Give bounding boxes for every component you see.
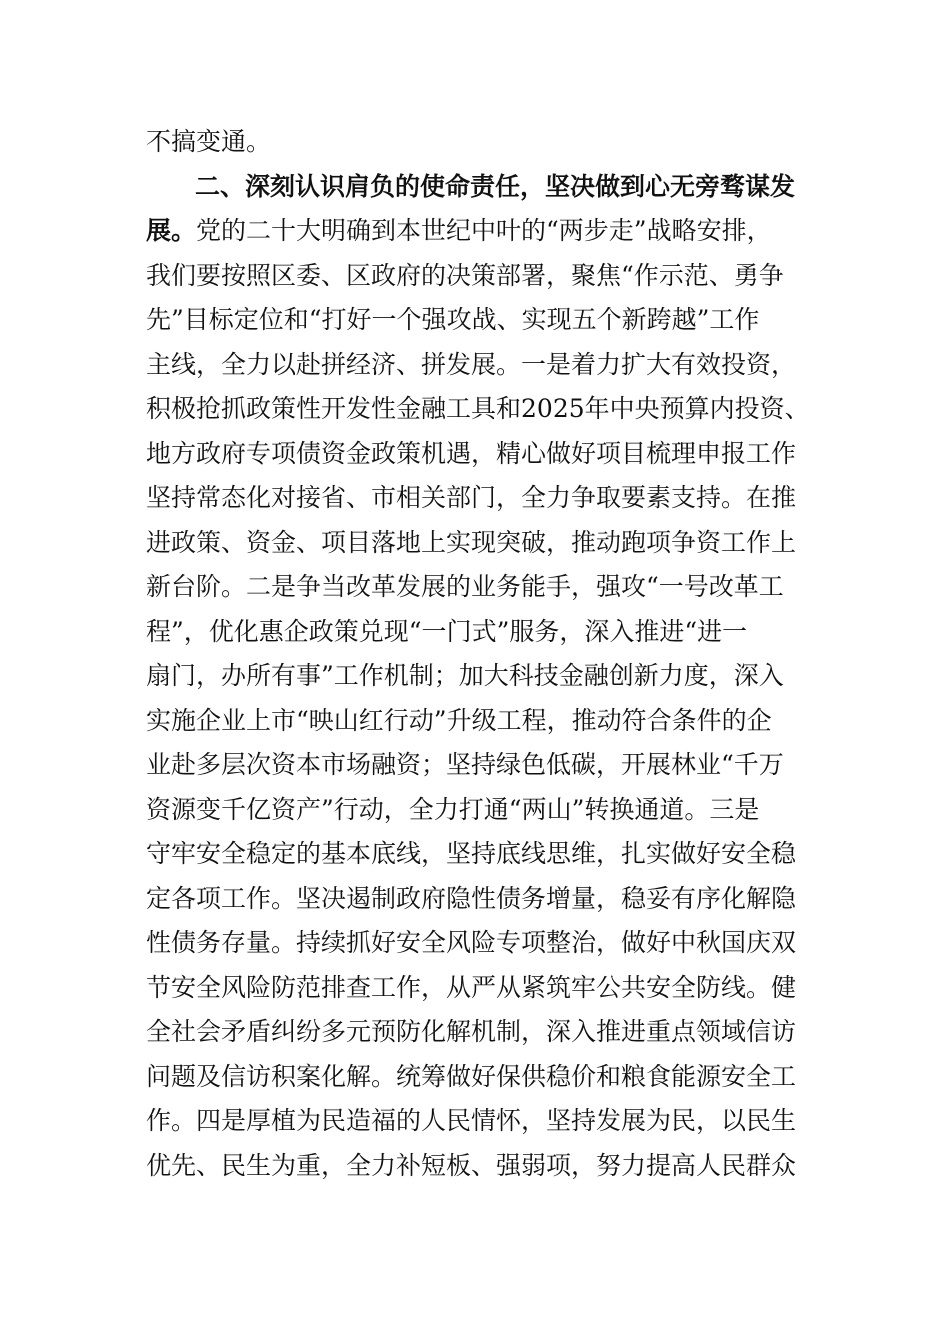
text-line: 定各项工作。坚决遏制政府隐性债务增量，稳妥有序化解隐 <box>146 884 797 913</box>
text-line: 积极抢抓政策性开发性金融工具和2025年中央预算内投资、 <box>146 394 810 423</box>
text-line: 实施企业上市“映山红行动”升级工程，推动符合条件的企 <box>146 706 772 735</box>
text-line: 地方政府专项债资金政策机遇，精心做好项目梳理申报工作 <box>146 439 797 468</box>
text-line: 主线，全力以赴拼经济、拼发展。一是着力扩大有效投资， <box>146 350 797 379</box>
text-line: 扇门，办所有事”工作机制；加大科技金融创新力度，深入 <box>146 661 784 690</box>
text-line: 全社会矛盾纠纷多元预防化解机制，深入推进重点领域信访 <box>146 1017 797 1046</box>
text-line: 资源变千亿资产”行动，全力打通“两山”转换通道。三是 <box>146 795 760 824</box>
text-line: 先”目标定位和“打好一个强攻战、实现五个新跨越”工作 <box>146 305 760 334</box>
text-line: 业赴多层次资本市场融资；坚持绿色低碳，开展林业“千万 <box>146 750 784 779</box>
section-heading-tail: 展。 <box>146 216 197 245</box>
text-line: 坚持常态化对接省、市相关部门，全力争取要素支持。在推 <box>146 483 797 512</box>
text-line: 性债务存量。持续抓好安全风险专项整治，做好中秋国庆双 <box>146 928 797 957</box>
text-line: 进政策、资金、项目落地上实现突破，推动跑项争资工作上 <box>146 528 797 557</box>
text-line: 程”，优化惠企政策兑现“一门式”服务，深入推进“进一 <box>146 617 748 646</box>
text-line: 优先、民生为重，全力补短板、强弱项，努力提高人民群众 <box>146 1151 797 1180</box>
text-line: 节安全风险防范排查工作，从严从紧筑牢公共安全防线。健 <box>146 973 797 1002</box>
text-segment: 党的二十大明确到本世纪中叶的“两步走”战略安排， <box>196 216 772 245</box>
text-line: 守牢安全稳定的基本底线，坚持底线思维，扎实做好安全稳 <box>146 839 797 868</box>
text-line: 不搞变通。 <box>146 127 272 156</box>
text-line: 作。四是厚植为民造福的人民情怀，坚持发展为民，以民生 <box>146 1106 797 1135</box>
text-line: 新台阶。二是争当改革发展的业务能手，强攻“一号改革工 <box>146 572 784 601</box>
text-line: 我们要按照区委、区政府的决策部署，聚焦“作示范、勇争 <box>146 261 784 290</box>
section-heading: 二、深刻认识肩负的使命责任，坚决做到心无旁骛谋发 <box>195 172 796 201</box>
text-line: 问题及信访积案化解。统筹做好保供稳价和粮食能源安全工 <box>146 1062 797 1091</box>
text-line-mixed <box>146 216 772 246</box>
